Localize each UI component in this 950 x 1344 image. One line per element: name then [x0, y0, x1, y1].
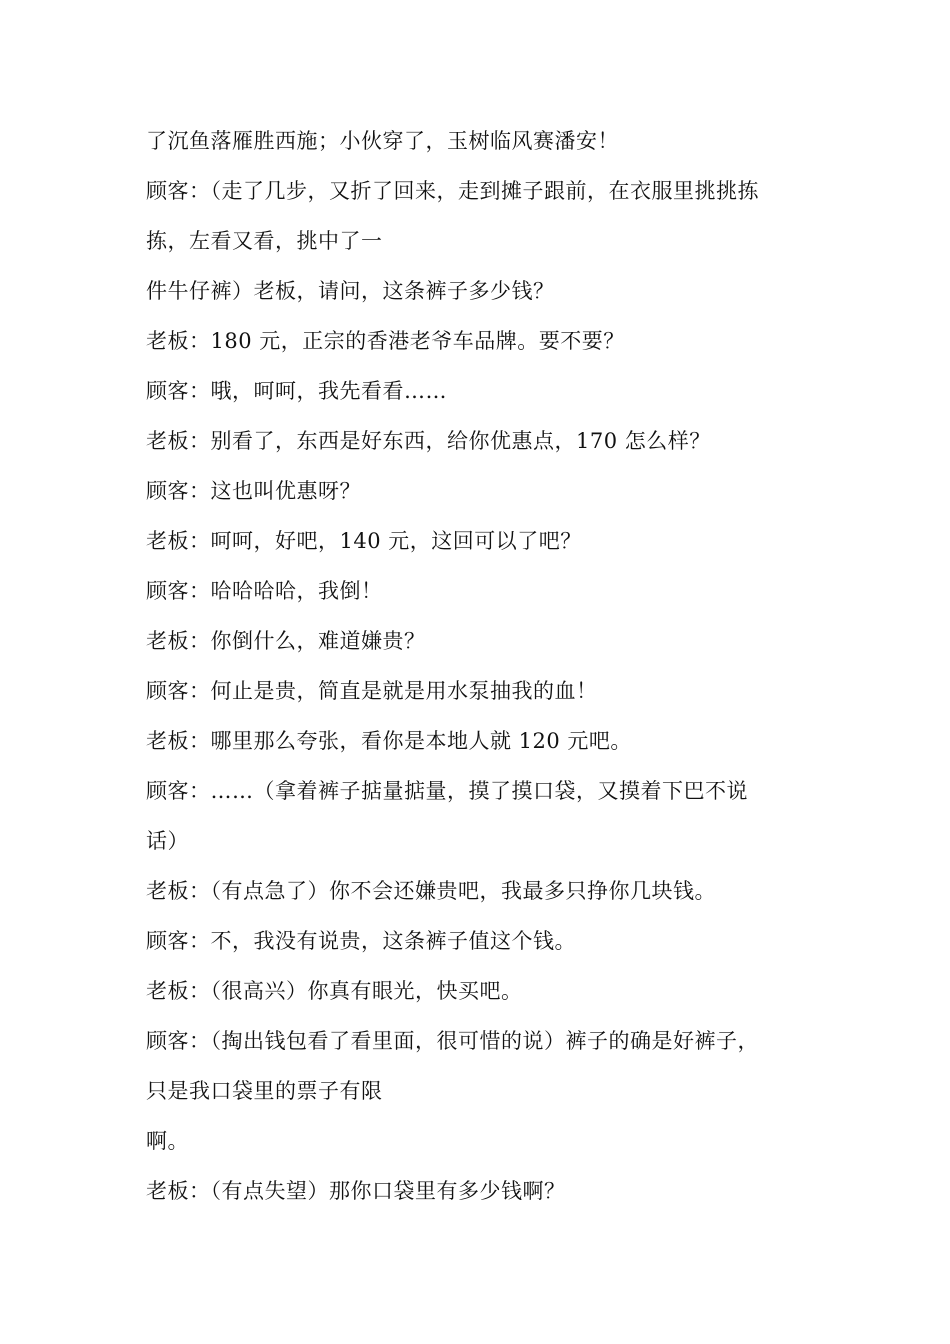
- text-line: 只是我口袋里的票子有限: [146, 1079, 383, 1103]
- text-line: 老板：180 元，正宗的香港老爷车品牌。要不要？: [146, 329, 625, 353]
- text-line: 件牛仔裤）老板，请问，这条裤子多少钱？: [146, 279, 555, 303]
- text-line: 拣，左看又看，挑中了一: [146, 229, 383, 253]
- text-line: 了沉鱼落雁胜西施；小伙穿了，玉树临风赛潘安！: [146, 129, 619, 153]
- text-line: 顾客：……（拿着裤子掂量掂量，摸了摸口袋，又摸着下巴不说: [146, 779, 748, 803]
- text-line: 老板：呵呵，好吧，140 元，这回可以了吧？: [146, 529, 582, 553]
- text-line: 老板：（有点急了）你不会还嫌贵吧，我最多只挣你几块钱。: [146, 879, 716, 903]
- text-line: 老板：别看了，东西是好东西，给你优惠点，170 怎么样？: [146, 429, 711, 453]
- text-line: 顾客：哦，呵呵，我先看看……: [146, 379, 447, 403]
- text-line: 老板：你倒什么，难道嫌贵？: [146, 629, 426, 653]
- text-line: 顾客：不，我没有说贵，这条裤子值这个钱。: [146, 929, 576, 953]
- text-line: 话）: [146, 829, 189, 853]
- text-line: 顾客：（掏出钱包看了看里面，很可惜的说）裤子的确是好裤子，: [146, 1029, 759, 1053]
- text-line: 顾客：何止是贵，简直是就是用水泵抽我的血！: [146, 679, 598, 703]
- text-line: 老板：（有点失望）那你口袋里有多少钱啊？: [146, 1179, 566, 1203]
- text-line: 老板：（很高兴）你真有眼光，快买吧。: [146, 979, 523, 1003]
- text-line: 顾客：（走了几步，又折了回来，走到摊子跟前，在衣服里挑挑拣: [146, 179, 759, 203]
- text-line: 顾客：哈哈哈哈，我倒！: [146, 579, 383, 603]
- text-line: 顾客：这也叫优惠呀？: [146, 479, 361, 503]
- text-line: 啊。: [146, 1129, 189, 1153]
- text-line: 老板：哪里那么夸张，看你是本地人就 120 元吧。: [146, 729, 632, 753]
